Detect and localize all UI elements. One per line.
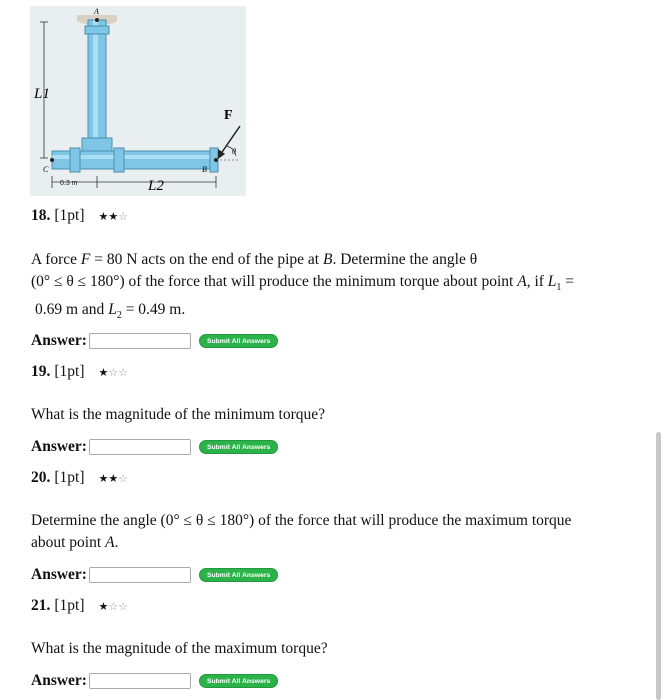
label-dim: 0.3 m [60, 180, 78, 187]
answer-input-19[interactable] [89, 439, 191, 455]
question-21-header [31, 597, 128, 615]
label-b: B [202, 165, 207, 174]
submit-all-answers-button[interactable]: Submit All Answers [199, 674, 278, 688]
question-19-text: What is the magnitude of the minimum torque? [31, 406, 326, 423]
star-filled-icon: ★ [108, 209, 119, 223]
answer-label: Answer: [31, 332, 87, 349]
star-empty-icon: ☆ [108, 365, 119, 379]
answer-input-18[interactable] [89, 333, 191, 349]
label-theta: θ [232, 147, 236, 156]
answer-row-21 [31, 672, 278, 690]
difficulty-stars [99, 472, 129, 485]
question-number: 20. [31, 469, 51, 486]
label-l2: L2 [148, 178, 164, 194]
answer-label: Answer: [31, 672, 87, 689]
question-number: 21. [31, 597, 51, 614]
label-a: A [94, 7, 99, 16]
submit-all-answers-button[interactable]: Submit All Answers [199, 440, 278, 454]
question-points: [1pt] [54, 207, 85, 224]
question-points: [1pt] [54, 597, 85, 614]
answer-row-18 [31, 332, 278, 350]
answer-label: Answer: [31, 438, 87, 455]
pipe-diagram [30, 6, 246, 196]
answer-row-20 [31, 566, 278, 584]
question-18-header [31, 207, 128, 225]
question-21-text: What is the magnitude of the maximum torque? [31, 640, 328, 657]
submit-all-answers-button[interactable]: Submit All Answers [199, 334, 278, 348]
star-empty-icon: ☆ [108, 599, 119, 613]
question-20-text: Determine the angle (0° ≤ θ ≤ 180°) of the force that will produce the maximum torque about point A. [31, 512, 572, 551]
star-empty-icon: ☆ [118, 471, 129, 485]
label-c: C [43, 165, 49, 174]
difficulty-stars [99, 600, 129, 613]
question-19-header [31, 363, 128, 381]
star-empty-icon: ☆ [118, 365, 129, 379]
star-filled-icon: ★ [98, 365, 109, 379]
question-20-header [31, 469, 128, 487]
pipe-figure [30, 6, 246, 196]
star-filled-icon: ★ [98, 599, 109, 613]
question-points: [1pt] [54, 363, 85, 380]
question-18-text: A force F = 80 N acts on the end of the pipe at B. Determine the angle θ (0° ≤ θ ≤ 180°) of the force that will produce the minimum torque about point A, if $L_1$ = 0.69 m and $L_2 = 0.49$ m. [31, 251, 575, 322]
question-points: [1pt] [54, 469, 85, 486]
submit-all-answers-button[interactable]: Submit All Answers [199, 568, 278, 582]
answer-input-21[interactable] [89, 673, 191, 689]
question-number: 19. [31, 363, 51, 380]
answer-row-19 [31, 438, 278, 456]
star-filled-icon: ★ [98, 209, 109, 223]
vertical-scrollbar[interactable] [656, 432, 661, 700]
answer-label: Answer: [31, 566, 87, 583]
label-l1: L1 [34, 86, 50, 102]
star-empty-icon: ☆ [118, 209, 129, 223]
difficulty-stars [99, 210, 129, 223]
question-number: 18. [31, 207, 51, 224]
answer-input-20[interactable] [89, 567, 191, 583]
star-filled-icon: ★ [108, 471, 119, 485]
star-filled-icon: ★ [98, 471, 109, 485]
star-empty-icon: ☆ [118, 599, 129, 613]
difficulty-stars [99, 366, 129, 379]
label-f: F [224, 108, 233, 123]
